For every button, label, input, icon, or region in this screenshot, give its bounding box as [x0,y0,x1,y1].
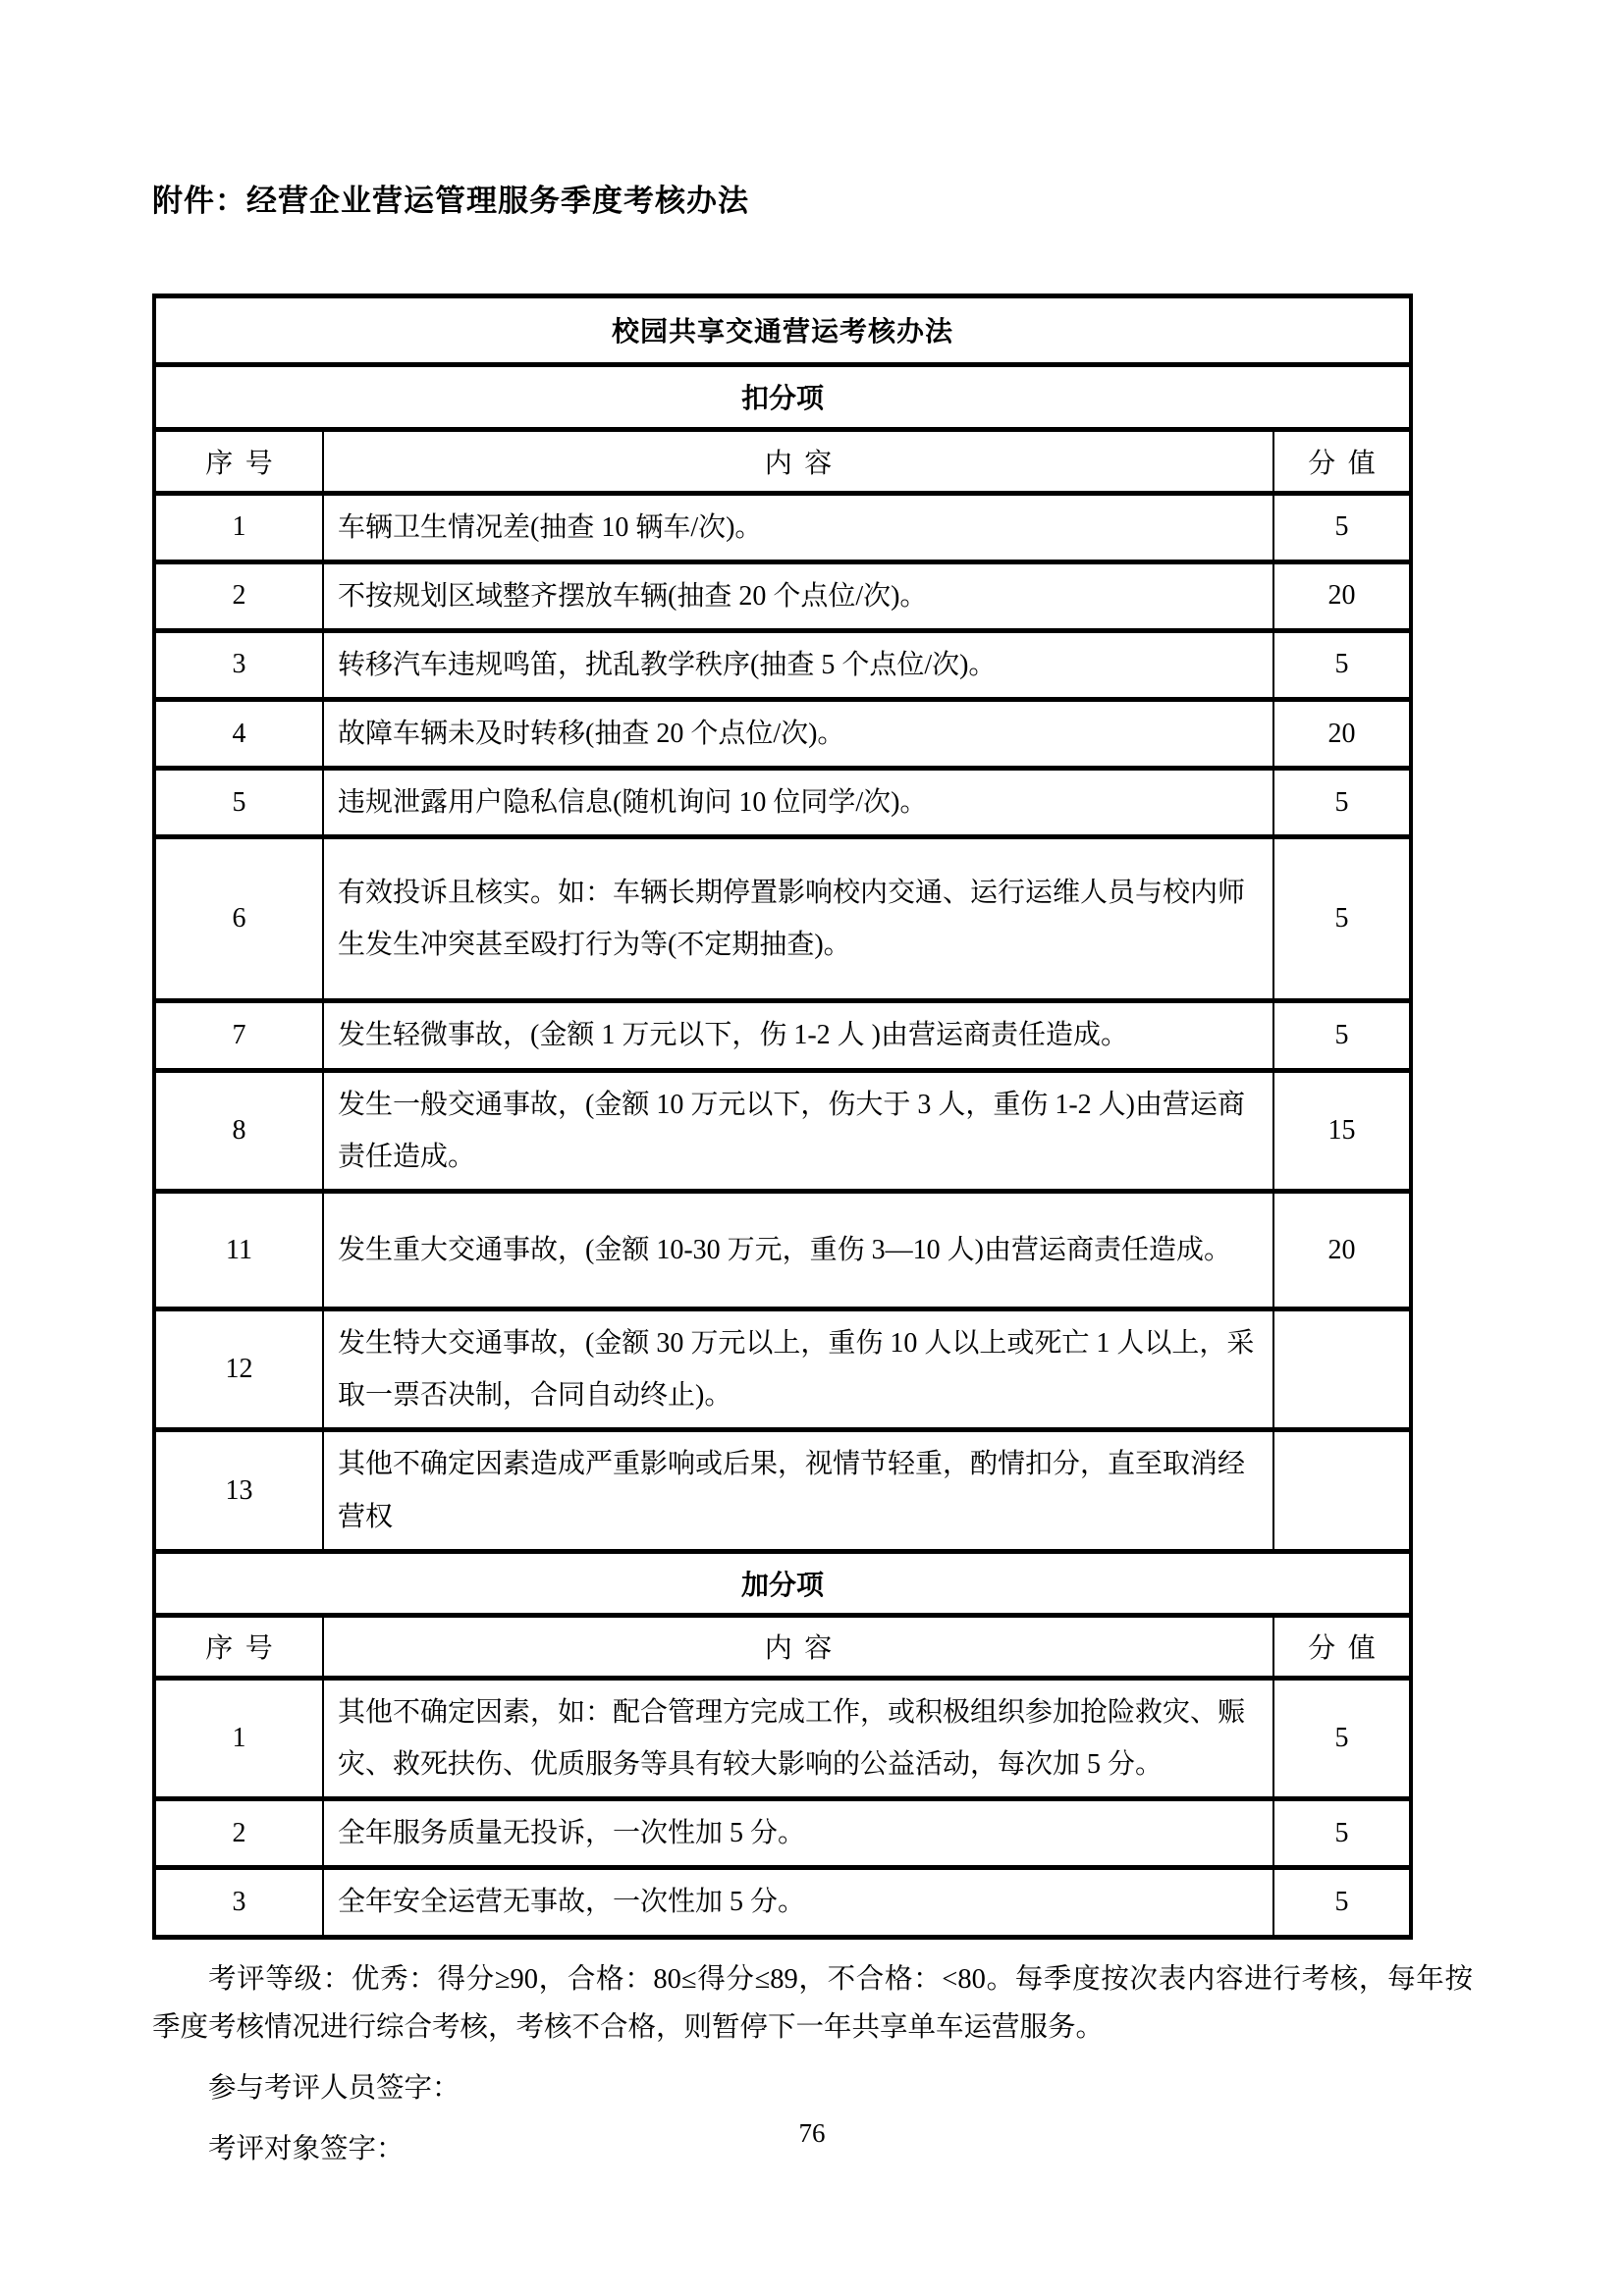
row-content-cell: 其他不确定因素，如：配合管理方完成工作，或积极组织参加抢险救灾、赈灾、救死扶伤、优质服务等具有较大影响的公益活动，每次加 5 分。 [323,1678,1273,1798]
row-index-cell: 3 [154,1868,323,1937]
row-score-cell: 5 [1273,1678,1411,1798]
table-row [154,1309,1411,1430]
row-index-cell: 2 [154,561,323,630]
table-row [154,1192,1411,1309]
table-row [154,493,1411,561]
row-score-cell [1273,1430,1411,1551]
section-header-addition: 加分项 [154,1551,1411,1615]
row-score-cell: 20 [1273,561,1411,630]
row-score-cell: 5 [1273,493,1411,561]
row-index-cell: 13 [154,1430,323,1551]
table-row [154,1678,1411,1798]
row-score-cell: 15 [1273,1070,1411,1191]
column-header-index: 序号 [154,1615,323,1678]
table-row [154,630,1411,699]
row-content-cell: 其他不确定因素造成严重影响或后果，视情节轻重，酌情扣分，直至取消经营权 [323,1430,1273,1551]
table-row [154,700,1411,769]
column-header-row [154,429,1411,493]
row-score-cell: 5 [1273,837,1411,1001]
evaluator-signature-line: 参与考评人员签字： [208,2072,460,2104]
grading-note: 考评等级：优秀：得分≥90，合格：80≤得分≤89，不合格：<80。每季度按次表内容进行考核，每年按季度考核情况进行综合考核，考核不合格，则暂停下一年共享单车运营服务。 [152,1963,1473,2043]
table-row [154,1868,1411,1937]
table-row [154,1430,1411,1551]
page-title: 附件：经营企业营运管理服务季度考核办法 [152,184,749,218]
row-content-cell: 转移汽车违规鸣笛，扰乱教学秩序(抽查 5 个点位/次)。 [323,630,1273,699]
section-row-addition [154,1551,1411,1615]
row-content-cell: 故障车辆未及时转移(抽查 20 个点位/次)。 [323,700,1273,769]
row-content-cell: 发生轻微事故，(金额 1 万元以下，伤 1-2 人 )由营运商责任造成。 [323,1001,1273,1070]
column-header-score: 分值 [1273,1615,1411,1678]
row-index-cell: 6 [154,837,323,1001]
row-score-cell [1273,1309,1411,1430]
table-row [154,1799,1411,1868]
table-title: 校园共享交通营运考核办法 [154,295,1411,364]
row-score-cell: 5 [1273,1799,1411,1868]
row-index-cell: 1 [154,493,323,561]
row-content-cell: 违规泄露用户隐私信息(随机询问 10 位同学/次)。 [323,769,1273,837]
column-header-row [154,1615,1411,1678]
table-row [154,769,1411,837]
row-index-cell: 11 [154,1192,323,1309]
table-row [154,1070,1411,1191]
row-index-cell: 3 [154,630,323,699]
table-row [154,837,1411,1001]
row-score-cell: 5 [1273,1001,1411,1070]
table-row [154,561,1411,630]
page-number: 76 [798,2118,826,2148]
row-score-cell: 5 [1273,769,1411,837]
section-row-deduction [154,364,1411,429]
row-index-cell: 7 [154,1001,323,1070]
section-header-deduction: 扣分项 [154,364,1411,429]
column-header-score: 分值 [1273,429,1411,493]
subject-signature-line: 考评对象签字： [208,2134,405,2165]
row-index-cell: 4 [154,700,323,769]
assessment-table [152,294,1413,1940]
row-score-cell: 20 [1273,700,1411,769]
row-index-cell: 1 [154,1678,323,1798]
column-header-content: 内容 [323,1615,1273,1678]
row-content-cell: 车辆卫生情况差(抽查 10 辆车/次)。 [323,493,1273,561]
table-row [154,1001,1411,1070]
row-content-cell: 发生特大交通事故，(金额 30 万元以上，重伤 10 人以上或死亡 1 人以上，采取一票否决制，合同自动终止)。 [323,1309,1273,1430]
column-header-content: 内容 [323,429,1273,493]
row-score-cell: 5 [1273,1868,1411,1937]
row-content-cell: 全年服务质量无投诉，一次性加 5 分。 [323,1799,1273,1868]
page-content [152,179,1473,2174]
row-content-cell: 有效投诉且核实。如：车辆长期停置影响校内交通、运行运维人员与校内师生发生冲突甚至殴打行为等(不定期抽查)。 [323,837,1273,1001]
row-index-cell: 12 [154,1309,323,1430]
row-index-cell: 8 [154,1070,323,1191]
row-index-cell: 5 [154,769,323,837]
row-content-cell: 发生重大交通事故，(金额 10-30 万元，重伤 3—10 人)由营运商责任造成。 [323,1192,1273,1309]
row-score-cell: 5 [1273,630,1411,699]
row-index-cell: 2 [154,1799,323,1868]
row-content-cell: 不按规划区域整齐摆放车辆(抽查 20 个点位/次)。 [323,561,1273,630]
row-score-cell: 20 [1273,1192,1411,1309]
row-content-cell: 发生一般交通事故，(金额 10 万元以下，伤大于 3 人，重伤 1-2 人)由营运商责任造成。 [323,1070,1273,1191]
row-content-cell: 全年安全运营无事故，一次性加 5 分。 [323,1868,1273,1937]
table-title-row [154,295,1411,364]
column-header-index: 序号 [154,429,323,493]
